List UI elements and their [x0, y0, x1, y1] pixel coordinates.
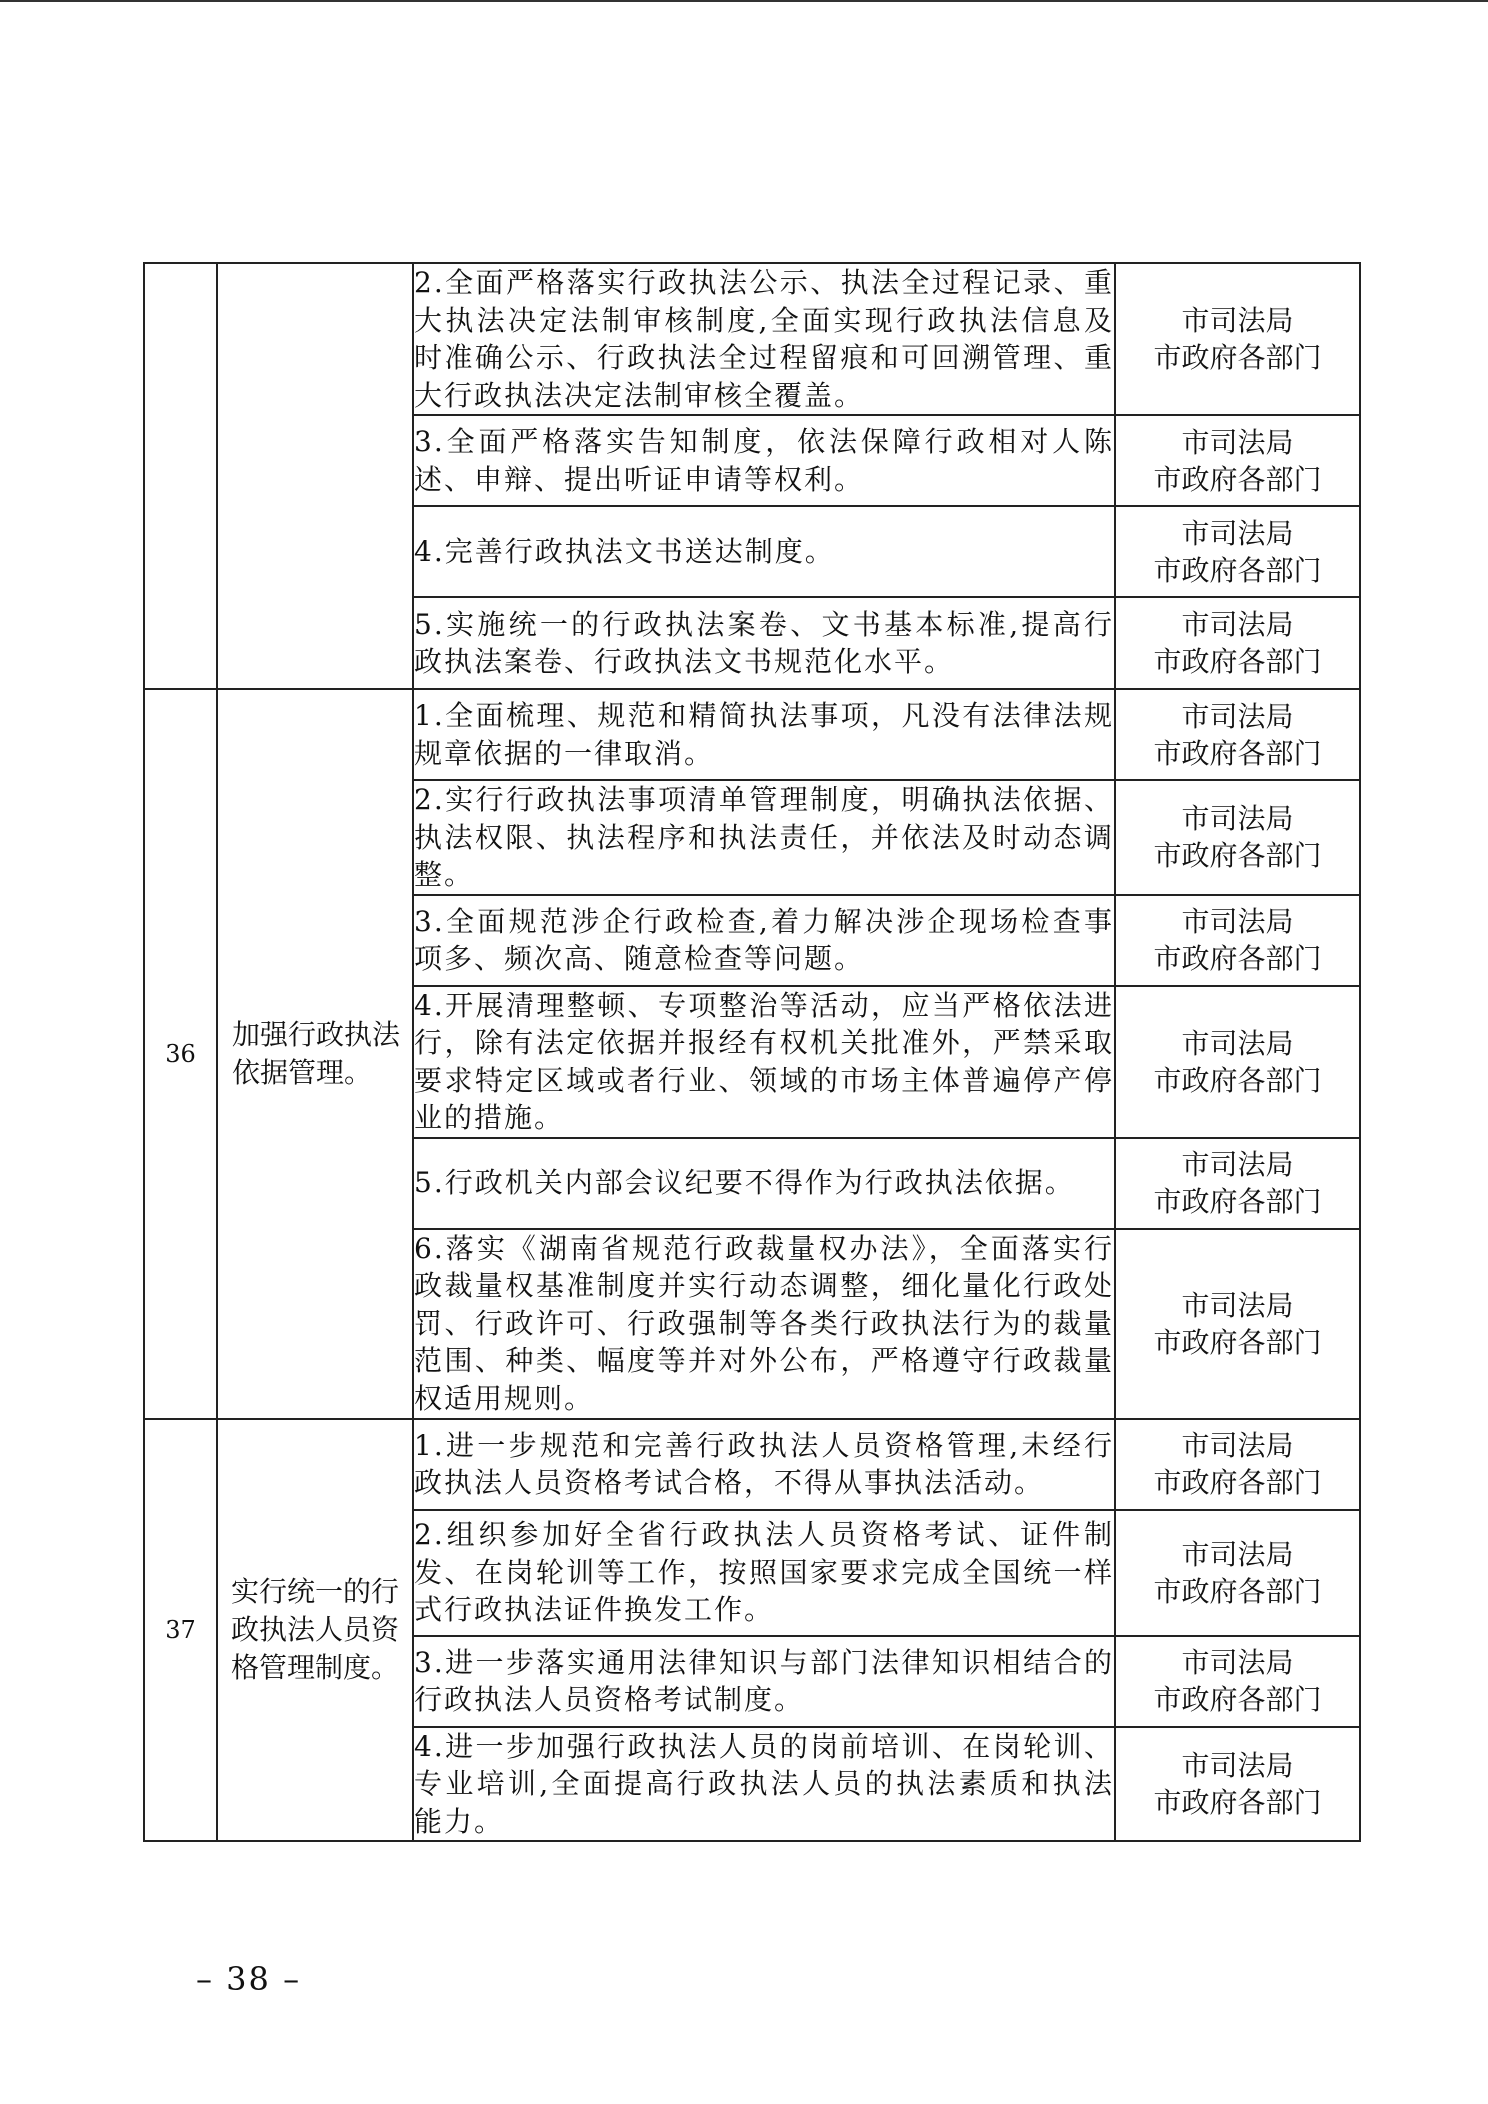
responsible-unit	[1115, 780, 1360, 895]
row-number-cell	[144, 263, 217, 689]
unit-primary: 市司法局	[1181, 1748, 1294, 1782]
unit-secondary: 市政府各部门	[1153, 1785, 1322, 1819]
task-detail: 2.组织参加好全省行政执法人员资格考试、证件制发、在岗轮训等工作，按照国家要求完成全国统一样式行政执法证件换发工作。	[413, 1510, 1115, 1636]
unit-secondary: 市政府各部门	[1153, 341, 1322, 374]
task-detail: 5.行政机关内部会议纪要不得作为行政执法依据。	[413, 1138, 1115, 1229]
table-row	[144, 689, 1360, 780]
responsible-unit	[1115, 597, 1360, 689]
unit-secondary: 市政府各部门	[1153, 1063, 1322, 1097]
unit-secondary: 市政府各部门	[1153, 1683, 1322, 1716]
task-detail: 3.全面严格落实告知制度，依法保障行政相对人陈述、申辩、提出听证申请等权利。	[413, 415, 1115, 506]
unit-primary: 市司法局	[1181, 425, 1294, 459]
responsible-unit	[1115, 986, 1360, 1138]
responsible-unit	[1115, 1510, 1360, 1636]
unit-secondary: 市政府各部门	[1153, 942, 1322, 975]
task-detail: 5.实施统一的行政执法案卷、文书基本标准,提高行政执法案卷、行政执法文书规范化水平。	[413, 597, 1115, 689]
unit-primary: 市司法局	[1181, 1148, 1294, 1181]
task-detail: 1.全面梳理、规范和精简执法事项，凡没有法律法规规章依据的一律取消。	[413, 689, 1115, 780]
unit-secondary: 市政府各部门	[1153, 462, 1322, 496]
unit-secondary: 市政府各部门	[1153, 736, 1322, 770]
responsible-unit	[1115, 1229, 1360, 1419]
unit-primary: 市司法局	[1181, 802, 1294, 836]
task-detail: 3.进一步落实通用法律知识与部门法律知识相结合的行政执法人员资格考试制度。	[413, 1636, 1115, 1727]
unit-primary: 市司法局	[1181, 1429, 1294, 1462]
task-table	[143, 262, 1361, 1842]
task-name-cell: 加强行政执法依据管理。	[217, 689, 413, 1419]
unit-secondary: 市政府各部门	[1153, 1574, 1322, 1608]
row-number-cell: 37	[144, 1419, 217, 1842]
row-number-cell: 36	[144, 689, 217, 1419]
page-number: – 38 –	[196, 1960, 302, 1998]
task-detail: 6.落实《湖南省规范行政裁量权办法》，全面落实行政裁量权基准制度并实行动态调整，细化量化行政处罚、行政许可、行政强制等各类行政执法行为的裁量范围、种类、幅度等并对外公布，严格遵守行政裁量权适用规则。	[413, 1229, 1115, 1419]
task-detail: 2.全面严格落实行政执法公示、执法全过程记录、重大执法决定法制审核制度,全面实现行政执法信息及时准确公示、行政执法全过程留痕和可回溯管理、重大行政执法决定法制审核全覆盖。	[413, 263, 1115, 415]
task-detail: 1.进一步规范和完善行政执法人员资格管理,未经行政执法人员资格考试合格，不得从事执法活动。	[413, 1419, 1115, 1510]
task-detail: 4.进一步加强行政执法人员的岗前培训、在岗轮训、专业培训,全面提高行政执法人员的执法素质和执法能力。	[413, 1727, 1115, 1842]
unit-secondary: 市政府各部门	[1153, 553, 1322, 587]
task-detail: 4.完善行政执法文书送达制度。	[413, 506, 1115, 597]
task-detail: 2.实行行政执法事项清单管理制度，明确执法依据、执法权限、执法程序和执法责任，并依法及时动态调整。	[413, 780, 1115, 895]
responsible-unit	[1115, 506, 1360, 597]
responsible-unit	[1115, 1419, 1360, 1510]
responsible-unit	[1115, 415, 1360, 506]
unit-secondary: 市政府各部门	[1153, 839, 1322, 873]
responsible-unit	[1115, 1727, 1360, 1842]
responsible-unit	[1115, 689, 1360, 780]
unit-primary: 市司法局	[1181, 1288, 1294, 1322]
task-name-cell	[217, 263, 413, 689]
unit-primary: 市司法局	[1181, 699, 1294, 733]
unit-secondary: 市政府各部门	[1153, 1466, 1322, 1499]
unit-primary: 市司法局	[1181, 905, 1294, 938]
unit-secondary: 市政府各部门	[1153, 1185, 1322, 1218]
task-name-cell: 实行统一的行政执法人员资格管理制度。	[217, 1419, 413, 1842]
table-row	[144, 1419, 1360, 1510]
responsible-unit	[1115, 1138, 1360, 1229]
task-detail: 3.全面规范涉企行政检查,着力解决涉企现场检查事项多、频次高、随意检查等问题。	[413, 895, 1115, 986]
unit-primary: 市司法局	[1181, 608, 1294, 641]
responsible-unit	[1115, 895, 1360, 986]
unit-primary: 市司法局	[1181, 304, 1294, 337]
page-top-rule	[0, 0, 1488, 2]
unit-primary: 市司法局	[1181, 516, 1294, 550]
unit-secondary: 市政府各部门	[1153, 645, 1322, 678]
unit-primary: 市司法局	[1181, 1537, 1294, 1571]
responsible-unit	[1115, 263, 1360, 415]
unit-primary: 市司法局	[1181, 1026, 1294, 1060]
unit-secondary: 市政府各部门	[1153, 1325, 1322, 1359]
responsible-unit	[1115, 1636, 1360, 1727]
table-row	[144, 263, 1360, 415]
unit-primary: 市司法局	[1181, 1646, 1294, 1679]
task-detail: 4.开展清理整顿、专项整治等活动，应当严格依法进行，除有法定依据并报经有权机关批准外，严禁采取要求特定区域或者行业、领域的市场主体普遍停产停业的措施。	[413, 986, 1115, 1138]
